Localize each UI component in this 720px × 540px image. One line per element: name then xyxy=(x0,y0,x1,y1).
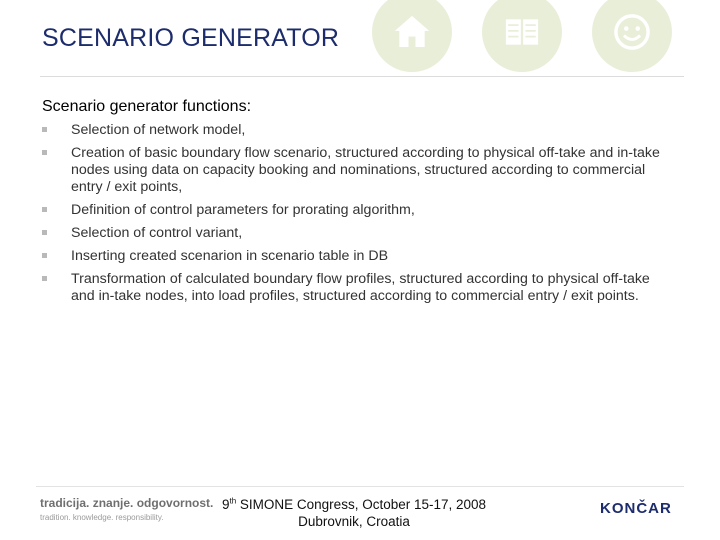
book-icon-glyph xyxy=(499,9,545,55)
list-item-text: Transformation of calculated boundary flow profiles, structured according to physical off-take and in-take nodes, into load profiles, structured according to commercial entry / exit points. xyxy=(71,271,650,304)
bullet-marker xyxy=(42,276,47,281)
list-item-text: Definition of control parameters for prorating algorithm, xyxy=(71,202,415,218)
conference-name: SIMONE Congress, October 15-17, 2008 xyxy=(239,497,487,512)
conference-location: Dubrovnik, Croatia xyxy=(298,514,410,529)
conference-info xyxy=(214,496,494,530)
bullet-marker xyxy=(42,150,47,155)
book-icon xyxy=(482,0,562,72)
footer-tagline-english: tradition. knowledge. responsibility. xyxy=(40,513,164,522)
list-item xyxy=(42,202,662,219)
conference-ordinal: 9 xyxy=(221,497,230,512)
footer-divider xyxy=(36,486,684,487)
slide-title: SCENARIO GENERATOR xyxy=(42,24,340,52)
list-item-text: Selection of control variant, xyxy=(71,225,243,241)
conference-name-line xyxy=(214,496,494,513)
house-icon xyxy=(372,0,452,72)
house-icon-glyph xyxy=(389,9,435,55)
smiley-icon-glyph xyxy=(609,9,655,55)
header-divider xyxy=(40,76,684,77)
section-heading: Scenario generator functions: xyxy=(42,98,252,115)
list-item-text: Selection of network model, xyxy=(71,122,246,138)
list-item xyxy=(42,145,662,196)
conference-ordinal-suffix: th xyxy=(229,496,237,506)
koncar-logo: KONČAR xyxy=(600,500,672,517)
list-item xyxy=(42,122,662,139)
list-item-text: Creation of basic boundary flow scenario, structured according to physical off-take and in-take nodes using data on capacity booking and nominations, structured according to commercial entry / exit points, xyxy=(71,145,660,195)
list-item xyxy=(42,248,662,265)
footer-tagline: tradicija. znanje. odgovornost. xyxy=(40,496,214,510)
list-item xyxy=(42,271,662,305)
list-item-text: Inserting created scenarion in scenario table in DB xyxy=(71,248,389,264)
bullet-marker xyxy=(42,253,47,258)
smiley-icon xyxy=(592,0,672,72)
function-list xyxy=(42,122,662,311)
bullet-marker xyxy=(42,207,47,212)
bullet-marker xyxy=(42,127,47,132)
bullet-marker xyxy=(42,230,47,235)
list-item xyxy=(42,225,662,242)
